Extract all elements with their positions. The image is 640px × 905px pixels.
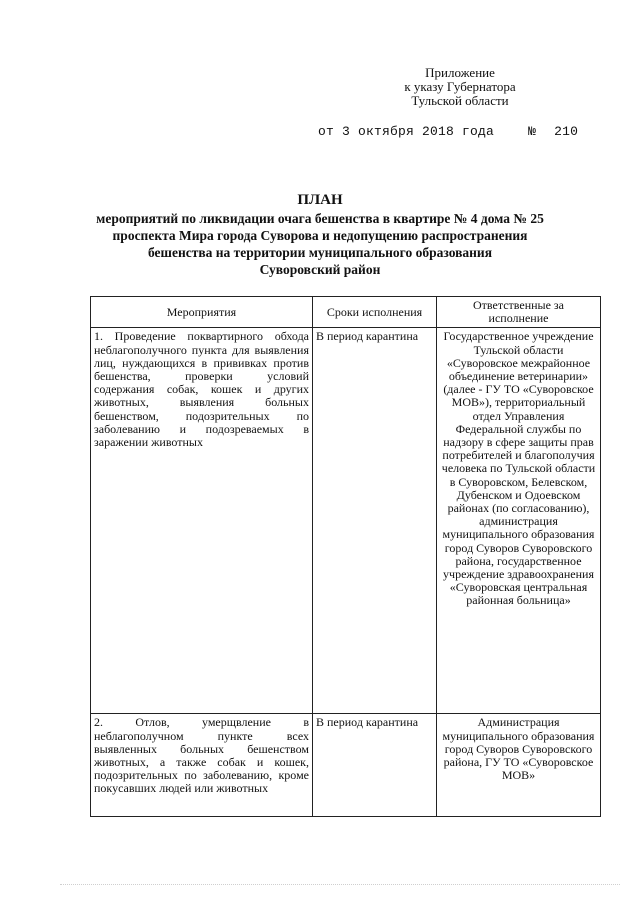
title-heading: ПЛАН [297,192,343,208]
row-2-responsible: Администрация муниципального образования город Суворов Суворовского района, ГУ ТО «Суворовское МОВ» [437,714,601,817]
appendix-line-2: к указу Губернатора [404,79,516,94]
title-line-2: проспекта Мира города Суворова и недопущению распространения [112,228,528,243]
row-1-measure: 1. Проведение поквартирного обхода неблагополучного пункта для выявления лиц, нуждающихся в прививках против бешенства, проверки условий содержания собак, кошек и других животных, выявления больных бешенством, подозрительных по заболеванию и подозреваемых в заражении животных [91,328,313,714]
plan-table [90,296,601,817]
document-title [60,192,580,278]
decree-date-number [318,124,578,139]
row-1-term: В период карантина [313,328,437,714]
table-header-row [91,297,601,328]
header-terms: Сроки исполнения [313,297,437,328]
scan-artifact-divider [60,884,620,889]
decree-from-label: от [318,124,335,139]
title-line-3: бешенства на территории муниципального образования [147,245,493,260]
header-responsible: Ответственные за исполнение [437,297,601,328]
table-row [91,714,601,817]
decree-number: 210 [554,124,579,139]
row-2-measure: 2. Отлов, умерщвление в неблагополучном пункте всех выявленных больных бешенством животных, а также собак и кошек, подозрительных по заболеванию, кроме покусавших людей или животных [91,714,313,817]
decree-date: 3 октября 2018 года [342,124,495,139]
decree-number-label: № [528,124,537,139]
row-1-responsible: Государственное учреждение Тульской области «Суворовское межрайонное объединение ветеринарии» (далее - ГУ ТО «Суворовское МОВ»), территориальный отдел Управления Федеральной службы по надзору в сфере защиты прав потребителей и благополучия человека по Тульской области в Суворовском, Белевском, Дубенском и Одоевском районах (по согласованию), администрация муниципального образования город Суворов Суворовского района, государственное учреждение здравоохранения «Суворовская центральная районная больница» [437,328,601,714]
title-line-1: мероприятий по ликвидации очага бешенства в квартире № 4 дома № 25 [96,211,544,226]
appendix-block [360,66,560,108]
header-measures: Мероприятия [91,297,313,328]
appendix-line-3: Тульской области [411,93,509,108]
appendix-line-1: Приложение [425,65,495,80]
row-2-term: В период карантина [313,714,437,817]
title-line-4: Суворовский район [259,262,381,277]
table-row [91,328,601,714]
